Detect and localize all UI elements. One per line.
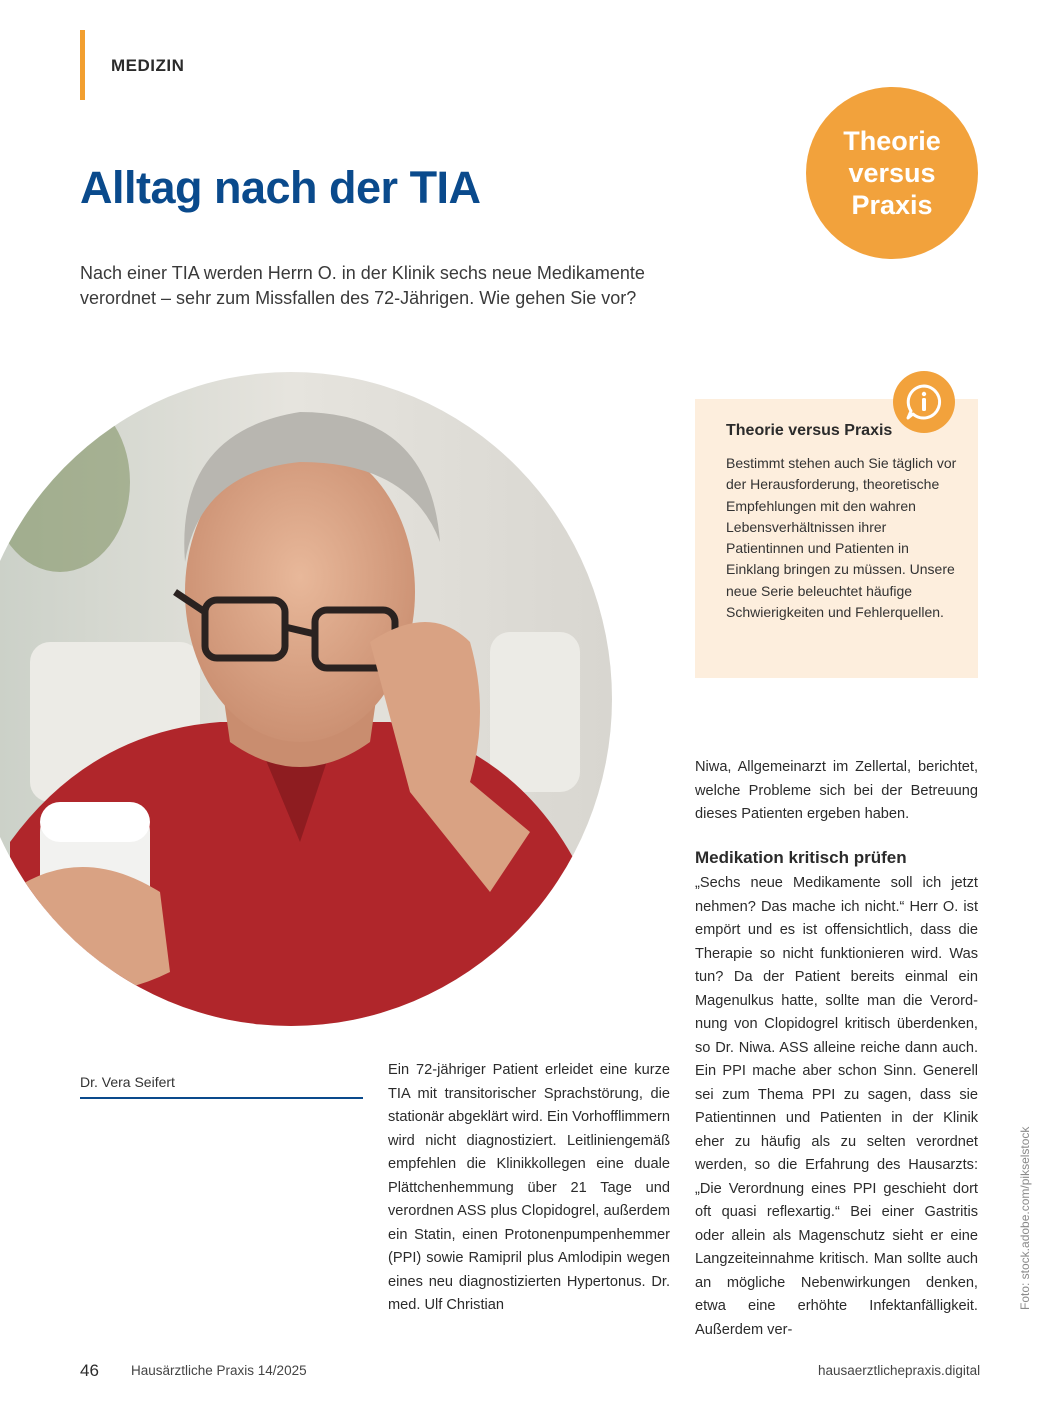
- photo-credit: Foto: stock.adobe.com/pikselstock: [1018, 1126, 1032, 1310]
- info-box-title: Theorie versus Praxis: [726, 422, 893, 439]
- article-lead: Nach einer TIA werden Herrn O. in der Klinik sechs neue Medikamente verordnet – sehr zum Missfallen des 72-Jährigen. Wie gehen Sie vor?: [80, 263, 645, 308]
- page-number: 46: [80, 1361, 99, 1380]
- body-column-1: Ein 72-jähriger Patient erleidet eine kurze TIA mit transitorischer Sprachstörung, die stationär abgeklärt wird. Ein Vorhofflimmern wird nicht diagnostiziert. Leitliniengemäß empfehlen die Klinikkollegen eine duale Plättchenhemmung über 21 Tage und verordnen ASS plus Clopidogrel, außerdem ein Statin, einen Protonenpumpenhemmer (PPI) sowie Ramipril plus Amlodipin wegen eines neu diagnostizierten Hypertonus. Dr. med. Ulf Christian: [388, 1062, 671, 1313]
- section-subheading: Medikation kritisch prüfen: [695, 848, 907, 867]
- series-badge-text: Theorie versus Praxis: [843, 126, 941, 220]
- article-title: Alltag nach der TIA: [80, 162, 481, 213]
- body-column-2-intro: Niwa, Allgemeinarzt im Zellertal, berichtet, welche Probleme sich bei der Betreuung dieses Patienten ergeben haben.: [695, 759, 978, 822]
- info-box-body: Bestimmt stehen auch Sie täglich vor der Herausforderung, theoretische Empfehlungen mit den wahren Lebensverhältnissen ihrer Patientinnen und Patienten in Einklang bringen zu müssen. Unsere neue Serie beleuchtet häufige Schwierigkeiten und Fehlerquellen.: [726, 455, 957, 621]
- info-chat-icon: [893, 371, 955, 433]
- author-name: Dr. Vera Seifert: [80, 1074, 175, 1090]
- series-badge: [806, 87, 978, 259]
- photo-illustration: [0, 372, 612, 1026]
- publication-website: hausaerztlichepraxis.digital: [818, 1363, 981, 1378]
- article-photo: [0, 372, 612, 1026]
- section-accent-bar: [80, 30, 85, 100]
- publication-name: Hausärztliche Praxis 14/2025: [131, 1363, 307, 1378]
- author-divider: [80, 1097, 363, 1099]
- section-label: MEDIZIN: [111, 56, 185, 75]
- body-column-2: „Sechs neue Medikamente soll ich jetzt nehmen? Das mache ich nicht.“ Herr O. ist empört und es ist offensichtlich, dass die Therapie so nicht funktionieren wird. Was tun? Da der Patient bereits einmal ein Magenulkus hatte, sollte man die Verordnung von Clopidogrel kritisch überdenken, so Dr. Niwa. ASS alleine reiche dann auch. Ein PPI mache aber schon Sinn. Generell sei zum Thema PPI zu sagen, dass sie Patientinnen und Patienten in der Klinik eher zu häufig als zu selten verordnet werden, so die Erfahrung des Hausarzts: „Die Verordnung eines PPI geschieht dort oft quasi reflexartig.“ Bei einer Gastritis oder allein als Magenschutz sieht er eine Langzeiteinnahme kritisch. Man sollte auch an mögliche Nebenwirkungen denken, etwa eine erhöhte Infektanfälligkeit. Außerdem ver-: [695, 875, 978, 1338]
